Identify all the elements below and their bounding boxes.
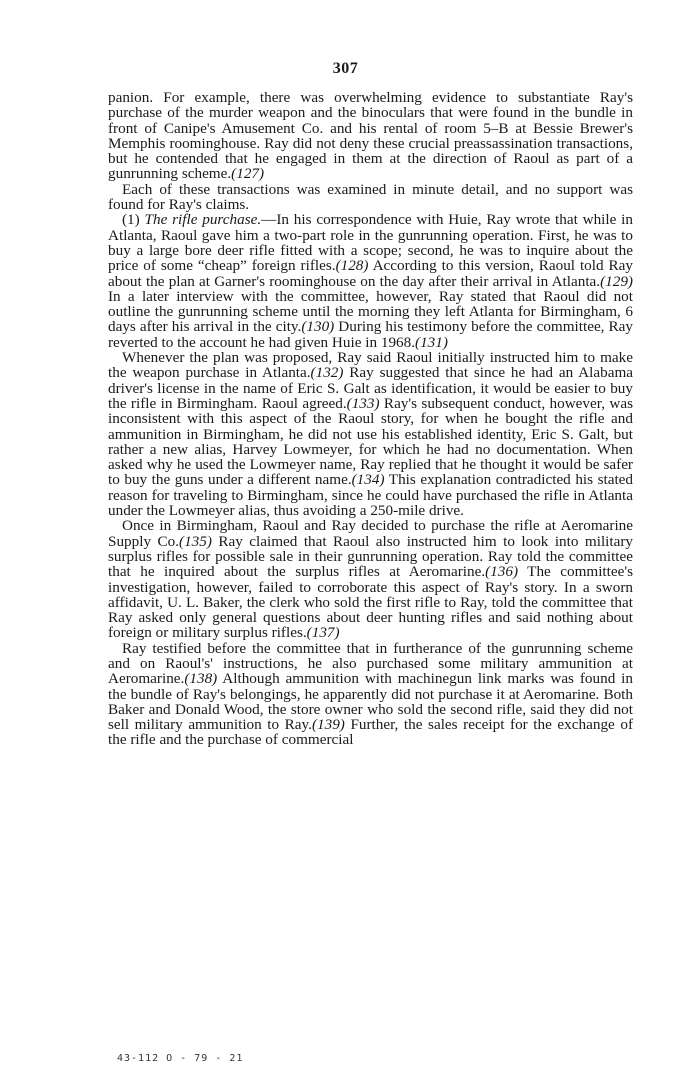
text-run: Whenever the plan was proposed, Ray said Raoul initially instructed him to make the weapon purchase in Atlanta. — [108, 349, 633, 382]
citation: (136) — [485, 563, 519, 581]
text-run: panion. For example, there was overwhelming evidence to substantiate Ray's purchase of the murder weapon and the binoculars that were found in the bundle in front of Canipe's Amusement Co. and his rental of room 5–B at Bessie Brewer's Memphis roominghouse. Ray did not deny these crucial preassassination transactions, but he contended that he engaged in them at the direction of Raoul as part of a gunrunning scheme. — [108, 89, 633, 183]
citation: (135) — [179, 532, 212, 550]
paragraph-3 — [108, 212, 633, 350]
text-run: The committee's investigation, however, failed to corroborate this aspect of Ray's story. In a sworn affidavit, U. L. Baker, the clerk who sold the first rifle to Ray, told the committee that Ray asked only general questions about deer hunting rifles and said nothing about foreign or military surplus rifles. — [108, 563, 633, 642]
print-code-footer: 43-112 O - 79 - 21 — [117, 1053, 244, 1064]
citation: (132) — [310, 364, 344, 382]
paragraph-4 — [108, 350, 633, 518]
section-number: (1) — [122, 211, 145, 229]
text-run: Further, the sales receipt for the exchange of the rifle and the purchase of commercial — [108, 716, 633, 749]
citation: (138) — [184, 670, 218, 688]
paragraph-2 — [108, 182, 633, 213]
text-run: Once in Birmingham, Raoul and Ray decided to purchase the rifle at Aeromarine Supply Co. — [108, 517, 633, 550]
text-run: Although ammunition with machinegun link marks was found in the bundle of Ray's belongings, he apparently did not purchase it at Aeromarine. Both Baker and Donald Wood, the store owner who sold the second rifle, said they did not sell military ammunition to Ray. — [108, 670, 633, 734]
text-run: Ray testified before the committee that in furtherance of the gunrunning scheme and on Raoul's' instructions, he also purchased some military ammunition at Aeromarine. — [108, 639, 633, 688]
text-run: In a later interview with the committee, however, Ray stated that Raoul did not outline the gunrunning scheme until the morning they left Atlanta for Birmingham, 6 days after his arrival in the city. — [108, 287, 633, 336]
citation: (127) — [231, 165, 265, 183]
paragraph-6 — [108, 641, 633, 748]
text-run: Ray claimed that Raoul also instructed him to look into military surplus rifles for possible sale in their gunrunning operation. Ray told the committee that he inquired about the surplus rifles at Aeromarine. — [108, 532, 633, 581]
page-number: 307 — [332, 60, 359, 77]
citation: (129) — [600, 272, 633, 290]
paragraph-5 — [108, 518, 633, 640]
text-run: This explanation contradicted his stated reason for traveling to Birmingham, since he could have purchased the rifle in Atlanta under the Lowmeyer alias, thus avoiding a 250-mile drive. — [108, 471, 634, 520]
text-run: Ray's subsequent conduct, however, was inconsistent with this aspect of the Raoul story, for when he bought the rifle and ammunition in Birmingham, he did not use his established identity, Eric S. Galt, but rather a new alias, Harvey Lowmeyer, for which he had no documentation. When asked why he used the Lowmeyer name, Ray replied that he thought it would be safer to buy the guns under a different name. — [108, 394, 634, 489]
text-run: Each of these transactions was examined in minute detail, and no support was found for Ray's claims. — [108, 180, 633, 214]
citation: (139) — [311, 716, 345, 734]
text-run: —In his correspondence with Huie, Ray wrote that while in Atlanta, Raoul gave him a two-part role in the gunrunning operation. First, he was to buy a large bore deer rifle fitted with a scope; second, he was to inquire about the price of some “cheap” foreign rifles. — [108, 211, 633, 275]
section-heading: The rifle purchase. — [144, 211, 262, 229]
text-run: According to this version, Raoul told Ray about the plan at Garner's roominghouse on the day after their arrival in Atlanta. — [108, 257, 633, 290]
citation: (130) — [301, 318, 335, 336]
citation: (134) — [351, 471, 385, 489]
citation: (128) — [335, 257, 369, 275]
citation: (137) — [306, 624, 340, 642]
citation: (131) — [415, 333, 448, 351]
citation: (133) — [346, 394, 380, 412]
body-text — [108, 90, 633, 748]
text-run: Ray suggested that since he had an Alabama driver's license in the name of Eric S. Galt as identification, it would be easier to buy the rifle in Birmingham. Raoul agreed. — [108, 364, 633, 412]
paragraph-1 — [108, 90, 633, 182]
text-run: During his testimony before the committee, Ray reverted to the account he had given Huie in 1968. — [108, 318, 634, 351]
